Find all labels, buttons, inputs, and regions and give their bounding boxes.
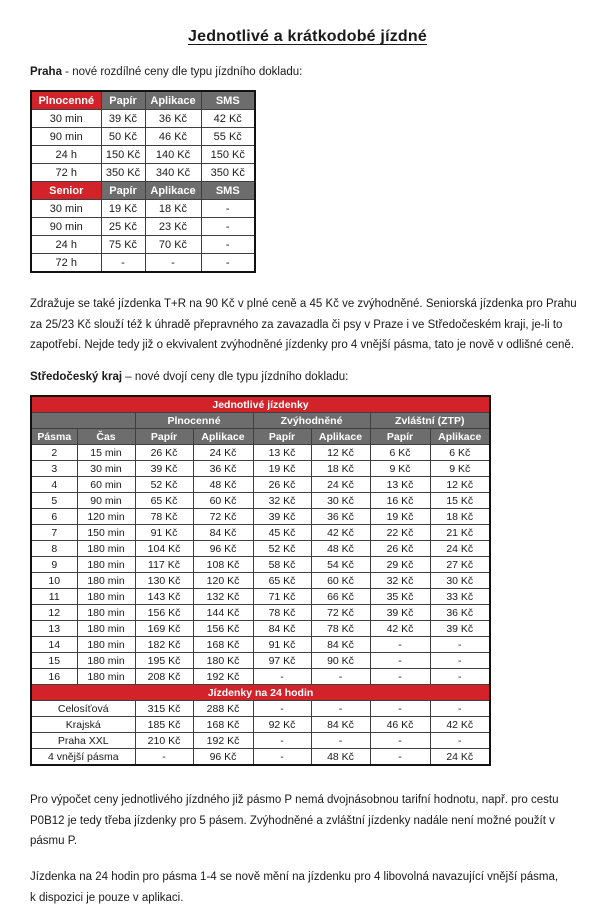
table-cell: 120 min <box>77 509 135 525</box>
table-cell: 46 Kč <box>145 128 201 146</box>
table-row <box>31 146 255 164</box>
table-cell: 48 Kč <box>311 541 370 557</box>
table-cell: 19 Kč <box>101 200 145 218</box>
table-row <box>31 557 490 573</box>
table-row <box>31 525 490 541</box>
table-cell: 340 Kč <box>145 164 201 182</box>
table-cell: 39 Kč <box>370 605 430 621</box>
table-cell: 45 Kč <box>253 525 311 541</box>
table-cell: 8 <box>31 541 77 557</box>
table-cell: 52 Kč <box>253 541 311 557</box>
column-header-cell: Papír <box>253 429 311 445</box>
table-row <box>31 200 255 218</box>
table-cell: 46 Kč <box>370 717 430 733</box>
table-row <box>31 589 490 605</box>
table-cell: - <box>201 236 255 254</box>
column-header-cell: Papír <box>101 91 145 110</box>
table-cell: 33 Kč <box>430 589 490 605</box>
table-cell: 24 Kč <box>430 541 490 557</box>
table-cell: - <box>101 254 145 273</box>
table-cell: 84 Kč <box>311 717 370 733</box>
table-cell: 15 min <box>77 445 135 461</box>
table-cell: 24 h <box>31 146 101 164</box>
table-cell: 78 Kč <box>253 605 311 621</box>
table-cell: 6 Kč <box>430 445 490 461</box>
table-row <box>31 541 490 557</box>
table-row <box>31 509 490 525</box>
table-cell: 65 Kč <box>253 573 311 589</box>
table-cell: - <box>430 669 490 685</box>
table-cell: 10 <box>31 573 77 589</box>
table-cell: 168 Kč <box>193 637 253 653</box>
column-header-cell: Čas <box>77 429 135 445</box>
table-cell: - <box>370 733 430 749</box>
table-cell: 12 <box>31 605 77 621</box>
table-row <box>31 254 255 273</box>
table-cell: 58 Kč <box>253 557 311 573</box>
table-cell: 36 Kč <box>430 605 490 621</box>
column-header-cell: Papír <box>135 429 193 445</box>
table-cell: 60 min <box>77 477 135 493</box>
table-cell: 78 Kč <box>135 509 193 525</box>
table-cell: 36 Kč <box>311 509 370 525</box>
table-row <box>31 164 255 182</box>
table-title-row <box>31 396 490 413</box>
table-cell: 23 Kč <box>145 218 201 236</box>
table-cell: 27 Kč <box>430 557 490 573</box>
stredocesky-intro-text: – nové dvojí ceny dle typu jízdního dokladu: <box>122 371 349 384</box>
stredocesky-fare-table <box>30 395 491 766</box>
table-cell: 30 Kč <box>430 573 490 589</box>
table-cell: 36 Kč <box>193 461 253 477</box>
table-cell: 65 Kč <box>135 493 193 509</box>
column-header-cell: SMS <box>201 182 255 200</box>
table-cell: - <box>311 669 370 685</box>
table-cell: 91 Kč <box>253 637 311 653</box>
table-cell: 42 Kč <box>311 525 370 541</box>
table-cell: 36 Kč <box>145 110 201 128</box>
table-cell: 169 Kč <box>135 621 193 637</box>
table-cell: 91 Kč <box>135 525 193 541</box>
table-cell: 72 Kč <box>311 605 370 621</box>
table-cell: 29 Kč <box>370 557 430 573</box>
table-cell: 12 Kč <box>311 445 370 461</box>
table-cell: 288 Kč <box>193 701 253 717</box>
ticket-type-cell: Krajská <box>31 717 135 733</box>
table-cell: - <box>370 653 430 669</box>
table-cell: 117 Kč <box>135 557 193 573</box>
ticket-type-cell: Praha XXL <box>31 733 135 749</box>
table-cell: 22 Kč <box>370 525 430 541</box>
table-cell: 60 Kč <box>311 573 370 589</box>
column-header-cell: Aplikace <box>430 429 490 445</box>
table-row <box>31 637 490 653</box>
group-header-row <box>31 413 490 429</box>
table-cell: 13 Kč <box>253 445 311 461</box>
table-cell: 39 Kč <box>101 110 145 128</box>
table-row <box>31 110 255 128</box>
table-cell: 30 min <box>31 200 101 218</box>
table-cell: - <box>430 653 490 669</box>
table-cell: 92 Kč <box>253 717 311 733</box>
table-cell: 71 Kč <box>253 589 311 605</box>
table-cell: 182 Kč <box>135 637 193 653</box>
table-cell: 2 <box>31 445 77 461</box>
table-cell: 9 Kč <box>430 461 490 477</box>
table-row <box>31 701 490 717</box>
table-cell: 21 Kč <box>430 525 490 541</box>
table-cell: 144 Kč <box>193 605 253 621</box>
table-cell: 72 h <box>31 164 101 182</box>
table-row <box>31 717 490 733</box>
table-subtitle-cell: Jízdenky na 24 hodin <box>31 685 490 701</box>
table-subtitle-row <box>31 685 490 701</box>
table-cell: 32 Kč <box>253 493 311 509</box>
table-cell: 70 Kč <box>145 236 201 254</box>
table-cell: 315 Kč <box>135 701 193 717</box>
table-cell: 16 Kč <box>370 493 430 509</box>
table-cell: 39 Kč <box>253 509 311 525</box>
table-cell: 120 Kč <box>193 573 253 589</box>
section-header-row <box>31 91 255 110</box>
table-cell: - <box>201 200 255 218</box>
table-cell: 180 min <box>77 557 135 573</box>
table-cell: - <box>253 669 311 685</box>
table-row <box>31 733 490 749</box>
table-row <box>31 461 490 477</box>
table-cell: 60 Kč <box>193 493 253 509</box>
table-cell: 96 Kč <box>193 541 253 557</box>
table-cell: 19 Kč <box>370 509 430 525</box>
section-header-row <box>31 182 255 200</box>
table-row <box>31 236 255 254</box>
table-row <box>31 493 490 509</box>
table-cell: 150 min <box>77 525 135 541</box>
table-cell: 84 Kč <box>193 525 253 541</box>
table-cell: 84 Kč <box>253 621 311 637</box>
table-title-cell: Jednotlivé jízdenky <box>31 396 490 413</box>
table-cell: 180 Kč <box>193 653 253 669</box>
group-header-cell: Plnocenné <box>135 413 253 429</box>
table-cell: 208 Kč <box>135 669 193 685</box>
column-header-cell: Aplikace <box>145 182 201 200</box>
table-cell: 35 Kč <box>370 589 430 605</box>
praha-intro-text: - nové rozdílné ceny dle typu jízdního dokladu: <box>61 66 303 78</box>
table-cell: 72 Kč <box>193 509 253 525</box>
table-cell: 18 Kč <box>430 509 490 525</box>
table-cell: - <box>253 749 311 766</box>
table-cell: 13 <box>31 621 77 637</box>
table-cell: 50 Kč <box>101 128 145 146</box>
praha-intro-lead: Praha <box>30 66 62 78</box>
day-ticket-note-line2: k dispozici je pouze v aplikaci. <box>30 891 184 904</box>
table-cell: 30 Kč <box>311 493 370 509</box>
table-cell: 18 Kč <box>145 200 201 218</box>
table-cell: 54 Kč <box>311 557 370 573</box>
column-header-cell: Aplikace <box>193 429 253 445</box>
table-cell: 24 Kč <box>430 749 490 766</box>
table-cell: 26 Kč <box>135 445 193 461</box>
table-cell: 15 <box>31 653 77 669</box>
table-row <box>31 749 490 766</box>
table-cell: 52 Kč <box>135 477 193 493</box>
table-cell: 26 Kč <box>253 477 311 493</box>
table-cell: 97 Kč <box>253 653 311 669</box>
table-cell: 180 min <box>77 573 135 589</box>
table-cell: 180 min <box>77 637 135 653</box>
table-cell: 192 Kč <box>193 733 253 749</box>
column-header-row <box>31 429 490 445</box>
table-cell: 350 Kč <box>201 164 255 182</box>
table-cell: - <box>311 701 370 717</box>
column-header-cell: Aplikace <box>145 91 201 110</box>
table-cell: - <box>201 218 255 236</box>
table-cell: 11 <box>31 589 77 605</box>
table-cell: 156 Kč <box>193 621 253 637</box>
table-row <box>31 621 490 637</box>
table-cell: - <box>370 701 430 717</box>
column-header-cell: Pásma <box>31 429 77 445</box>
table-cell: - <box>370 749 430 766</box>
page-title: Jednotlivé a krátkodobé jízdné <box>188 28 427 45</box>
table-cell: - <box>135 749 193 766</box>
table-cell: 16 <box>31 669 77 685</box>
day-ticket-note-paragraph <box>30 867 585 908</box>
table-cell: 19 Kč <box>253 461 311 477</box>
table-cell: - <box>370 669 430 685</box>
table-cell: 90 Kč <box>311 653 370 669</box>
table-row <box>31 445 490 461</box>
table-cell: - <box>430 637 490 653</box>
table-cell: 39 Kč <box>135 461 193 477</box>
table-cell: 90 min <box>31 128 101 146</box>
table-cell: 9 Kč <box>370 461 430 477</box>
table-cell: - <box>201 254 255 273</box>
table-cell: 18 Kč <box>311 461 370 477</box>
table-row <box>31 573 490 589</box>
table-cell: - <box>311 733 370 749</box>
table-cell: 5 <box>31 493 77 509</box>
table-cell: 15 Kč <box>430 493 490 509</box>
table-cell: 48 Kč <box>193 477 253 493</box>
table-cell: 180 min <box>77 605 135 621</box>
table-cell: 48 Kč <box>311 749 370 766</box>
ticket-type-cell: Celosíťová <box>31 701 135 717</box>
table-cell: 66 Kč <box>311 589 370 605</box>
table-cell: 150 Kč <box>201 146 255 164</box>
table-cell: 168 Kč <box>193 717 253 733</box>
table-cell: - <box>253 733 311 749</box>
table-cell: 180 min <box>77 621 135 637</box>
table-cell: 25 Kč <box>101 218 145 236</box>
table-cell: 156 Kč <box>135 605 193 621</box>
table-cell: 150 Kč <box>101 146 145 164</box>
table-cell: 30 min <box>77 461 135 477</box>
table-cell: 180 min <box>77 669 135 685</box>
praha-fare-table <box>30 90 256 273</box>
table-row <box>31 669 490 685</box>
table-cell: 6 <box>31 509 77 525</box>
table-cell: 4 <box>31 477 77 493</box>
calc-note-paragraph: Pro výpočet ceny jednotlivého jízdného již pásmo P nemá dvojnásobnou tarifní hodnotu, např. pro cestu P0B12 je tedy třeba jízdenky pro 5 pásem. Zvýhodněné a zvláštní jízdenky nadále není možné použít v pásmu P. <box>30 794 559 848</box>
stredocesky-intro <box>30 371 585 383</box>
table-cell: 90 min <box>31 218 101 236</box>
table-row <box>31 477 490 493</box>
table-cell: 30 min <box>31 110 101 128</box>
table-cell: 84 Kč <box>311 637 370 653</box>
table-cell: 108 Kč <box>193 557 253 573</box>
table-cell: - <box>145 254 201 273</box>
table-cell: 7 <box>31 525 77 541</box>
stredocesky-intro-lead: Středočeský kraj <box>30 371 123 384</box>
table-cell: 90 min <box>77 493 135 509</box>
group-header-cell: Zvýhodněné <box>253 413 370 429</box>
table-cell: 350 Kč <box>101 164 145 182</box>
day-ticket-note-line1: Jízdenka na 24 hodin pro pásma 1-4 se nově mění na jízdenku pro 4 libovolná navazující vnější pásma, <box>30 871 559 884</box>
table-cell: - <box>253 701 311 717</box>
table-cell: 3 <box>31 461 77 477</box>
table-cell: 14 <box>31 637 77 653</box>
table-cell: 192 Kč <box>193 669 253 685</box>
table-row <box>31 128 255 146</box>
praha-intro <box>30 66 585 78</box>
table-cell: 195 Kč <box>135 653 193 669</box>
table-cell: - <box>370 637 430 653</box>
praha-note-paragraph: Zdražuje se také jízdenka T+R na 90 Kč v plné ceně a 45 Kč ve zvýhodněné. Seniorská jízdenka pro Prahu za 25/23 Kč slouží též k úhradě přepravného za zavazadla či psy v Praze i ve Středočeském kraji, je-li to zapotřebí. Nejde tedy již o ekvivalent zvýhodněné jízdenky pro 4 vnější pásma, tato je nově v odlišné ceně. <box>30 298 577 352</box>
ticket-type-cell: 4 vnější pásma <box>31 749 135 766</box>
table-cell: 180 min <box>77 589 135 605</box>
table-cell: 26 Kč <box>370 541 430 557</box>
group-header-cell: Zvláštní (ZTP) <box>370 413 490 429</box>
table-cell: 180 min <box>77 541 135 557</box>
table-cell: 39 Kč <box>430 621 490 637</box>
table-row <box>31 218 255 236</box>
column-header-cell: SMS <box>201 91 255 110</box>
table-cell: 96 Kč <box>193 749 253 766</box>
table-cell: 42 Kč <box>370 621 430 637</box>
table-cell: 24 Kč <box>311 477 370 493</box>
table-cell: 72 h <box>31 254 101 273</box>
table-cell: 12 Kč <box>430 477 490 493</box>
column-header-cell: Papír <box>101 182 145 200</box>
table-cell: 6 Kč <box>370 445 430 461</box>
table-cell: 130 Kč <box>135 573 193 589</box>
table-cell: 13 Kč <box>370 477 430 493</box>
table-cell: - <box>430 701 490 717</box>
table-cell: 24 h <box>31 236 101 254</box>
table-cell: 32 Kč <box>370 573 430 589</box>
group-header-spacer-cell <box>31 413 135 429</box>
table-cell: 104 Kč <box>135 541 193 557</box>
table-cell: 42 Kč <box>430 717 490 733</box>
table-cell: 185 Kč <box>135 717 193 733</box>
table-cell: 75 Kč <box>101 236 145 254</box>
table-row <box>31 653 490 669</box>
table-cell: 55 Kč <box>201 128 255 146</box>
table-cell: 140 Kč <box>145 146 201 164</box>
table-row <box>31 605 490 621</box>
table-cell: 180 min <box>77 653 135 669</box>
table-cell: 9 <box>31 557 77 573</box>
column-header-cell: Aplikace <box>311 429 370 445</box>
section-title-cell: Senior <box>31 182 101 200</box>
column-header-cell: Papír <box>370 429 430 445</box>
table-cell: 132 Kč <box>193 589 253 605</box>
table-cell: 24 Kč <box>193 445 253 461</box>
section-title-cell: Plnocenné <box>31 91 101 110</box>
table-cell: 210 Kč <box>135 733 193 749</box>
table-cell: 143 Kč <box>135 589 193 605</box>
table-cell: - <box>430 733 490 749</box>
table-cell: 78 Kč <box>311 621 370 637</box>
table-cell: 42 Kč <box>201 110 255 128</box>
